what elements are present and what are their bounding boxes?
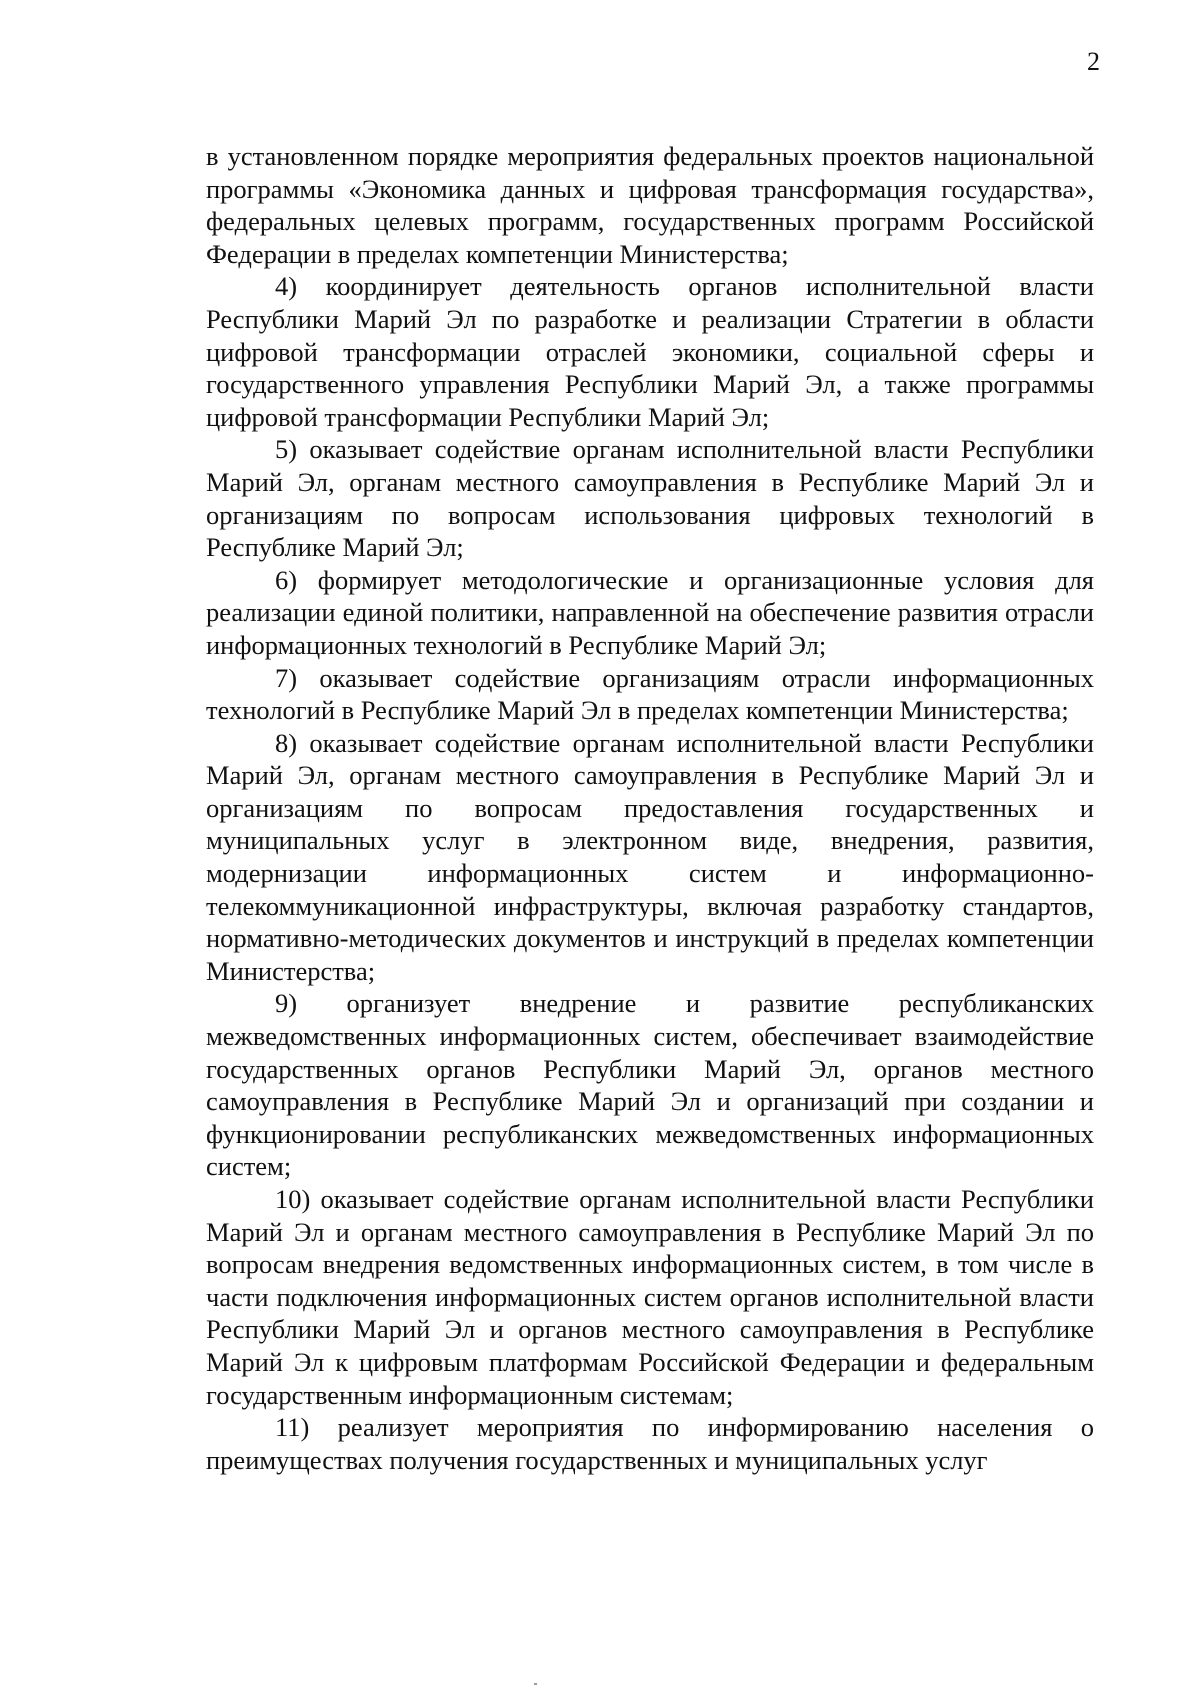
paragraph-item-5: 5) оказывает содействие органам исполнительной власти Республики Марий Эл, органам местного самоуправления в Республике Марий Эл и организациям по вопросам использования цифровых технологий в Республике Марий Эл;: [206, 434, 1094, 563]
paragraph-item-7: 7) оказывает содействие организациям отрасли информационных технологий в Республике Марий Эл в пределах компетенции Министерства;: [206, 662, 1094, 726]
paragraph-item-9: 9) организует внедрение и развитие республиканских межведомственных информационных систем, обеспечивает взаимодействие государственных органов Республики Марий Эл, органов местного самоуправления в Республике Марий Эл и организаций при создании и функционировании республиканских межведомственных информационных систем;: [206, 988, 1094, 1182]
paragraph-continuation: в установленном порядке мероприятия федеральных проектов национальной программы «Экономика данных и цифровая трансформация государства», федеральных целевых программ, государственных программ Российской Федерации в пределах компетенции Министерства;: [206, 141, 1094, 269]
paragraph-item-11: 11) реализует мероприятия по информированию населения о преимуществах получения государственных и муниципальных услуг: [206, 1412, 1094, 1475]
paragraph-item-8: 8) оказывает содействие органам исполнительной власти Республики Марий Эл, органам местного самоуправления в Республике Марий Эл и организациям по вопросам предоставления государственных и муниципальных услуг в электронном виде, внедрения, развития, модернизации информационных систем и информационно-телекоммуникационной инфраструктуры, включая разработку стандартов, нормативно-методических документов и инструкций в пределах компетенции Министерства;: [206, 727, 1094, 986]
page-number: 2: [1087, 47, 1100, 76]
paragraph-item-10: 10) оказывает содействие органам исполнительной власти Республики Марий Эл и органам местного самоуправления в Республике Марий Эл по вопросам внедрения ведомственных информационных систем, в том числе в части подключения информационных систем органов исполнительной власти Республики Марий Эл и органов местного самоуправления в Республике Марий Эл к цифровым платформам Российской Федерации и федеральным государственным информационным системам;: [206, 1184, 1094, 1410]
paragraph-item-6: 6) формирует методологические и организационные условия для реализации единой политики, направленной на обеспечение развития отрасли информационных технологий в Республике Марий Эл;: [206, 564, 1094, 660]
paragraph-item-4: 4) координирует деятельность органов исполнительной власти Республики Марий Эл по разработке и реализации Стратегии в области цифровой трансформации отраслей экономики, социальной сферы и государственного управления Республики Марий Эл, а также программы цифровой трансформации Республики Марий Эл;: [206, 271, 1094, 432]
document-body: [206, 140, 1094, 1476]
scan-speck: [534, 1683, 537, 1685]
